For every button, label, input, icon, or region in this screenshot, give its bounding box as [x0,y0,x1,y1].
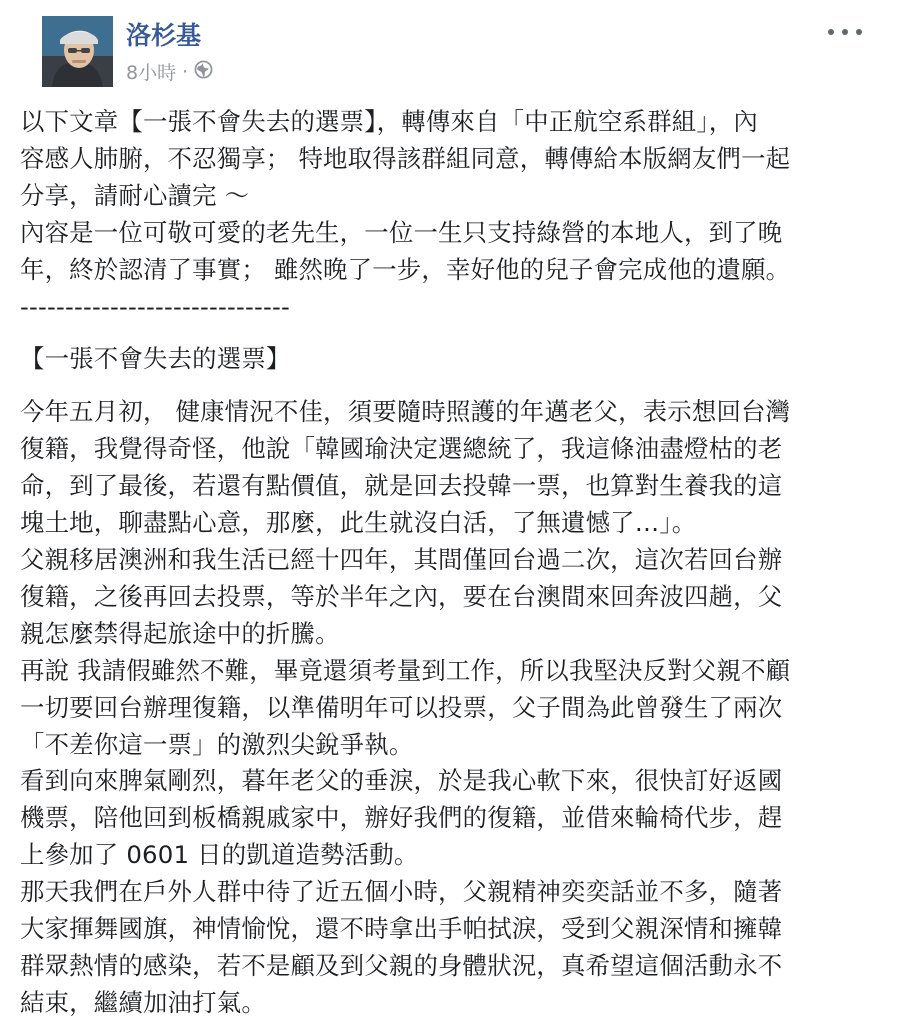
article-line: 復籍，我覺得奇怪，他說「韓國瑜決定選總統了，我這條油盡燈枯的老 [20,434,783,464]
article-line: 結束，繼續加油打氣。 [20,987,266,1017]
article-line: 再說 我請假雖然不難，畢竟還須考量到工作，所以我堅決反對父親不顧 [20,655,791,685]
article-line: 一切要回台辦理復籍，以準備明年可以投票，父子間為此曾發生了兩次 [20,692,783,722]
post-content [20,104,880,1022]
article-line: 今年五月初， 健康情況不佳，須要隨時照護的年邁老父，表示想回台灣 [20,397,791,427]
article-line: 「不差你這一票」的激烈尖銳爭執。 [20,729,414,759]
article-line: 復籍，之後再回去投票，等於半年之內，要在台澳間來回奔波四趟，父 [20,581,783,611]
article-line: 親怎麼禁得起旅途中的折騰。 [20,618,340,648]
globe-icon[interactable] [194,60,213,84]
meta-separator: · [182,60,189,83]
article-line: 命，到了最後，若還有點價值，就是回去投韓一票，也算對生養我的這 [20,471,783,501]
article-line: 群眾熱情的感染，若不是顧及到父親的身體狀況，真希望這個活動永不 [20,950,783,980]
more-dot [842,29,848,35]
avatar[interactable] [42,16,113,87]
article-line: 看到向來脾氣剛烈，暮年老父的垂淚，於是我心軟下來，很快訂好返國 [20,766,783,796]
article-line: 上參加了 0601 日的凱道造勢活動。 [20,840,419,870]
more-dot [828,29,834,35]
article-line: 父親移居澳洲和我生活已經十四年，其間僅回台過二次，這次若回台辦 [20,544,783,574]
article-line: 塊土地，聊盡點心意，那麼，此生就沒白活，了無遺憾了…」。 [20,508,697,538]
article-line: 那天我們在戶外人群中待了近五個小時，父親精神奕奕話並不多，隨著 [20,877,783,907]
spacer [20,325,880,341]
more-dot [856,29,862,35]
article-line: 機票，陪他回到板橋親戚家中，辦好我們的復籍，並借來輪椅代步，趕 [20,803,783,833]
author-name[interactable]: 洛杉基 [126,21,202,50]
post-time[interactable]: 8小時 [126,62,177,84]
post-header [20,0,880,96]
post-text-line: 年，終於認清了事實； 雖然晚了一步，幸好他的兒子會完成他的遺願。 [20,254,791,284]
post-text-line: 分享，請耐心讀完 ～ [20,180,250,210]
avatar-photo [42,16,113,87]
article-line: 大家揮舞國旗，神情愉悅，還不時拿出手帕拭淚，受到父親深情和擁韓 [20,914,783,944]
article-title: 【一張不會失去的選票】 [20,344,291,374]
post-meta [126,58,213,85]
post-text-line: 容感人肺腑，不忍獨享； 特地取得該群組同意，轉傳給本版網友們一起 [20,143,791,173]
post-text-line: 內容是一位可敬可愛的老先生，一位一生只支持綠營的本地人，到了晚 [20,217,783,247]
spacer [20,378,880,394]
more-options-icon[interactable] [828,24,862,40]
post-text-line: 以下文章【一張不會失去的選票】，轉傳來自「中正航空系群組」，內 [20,107,758,136]
divider-line: ------------------------------ [20,291,291,321]
